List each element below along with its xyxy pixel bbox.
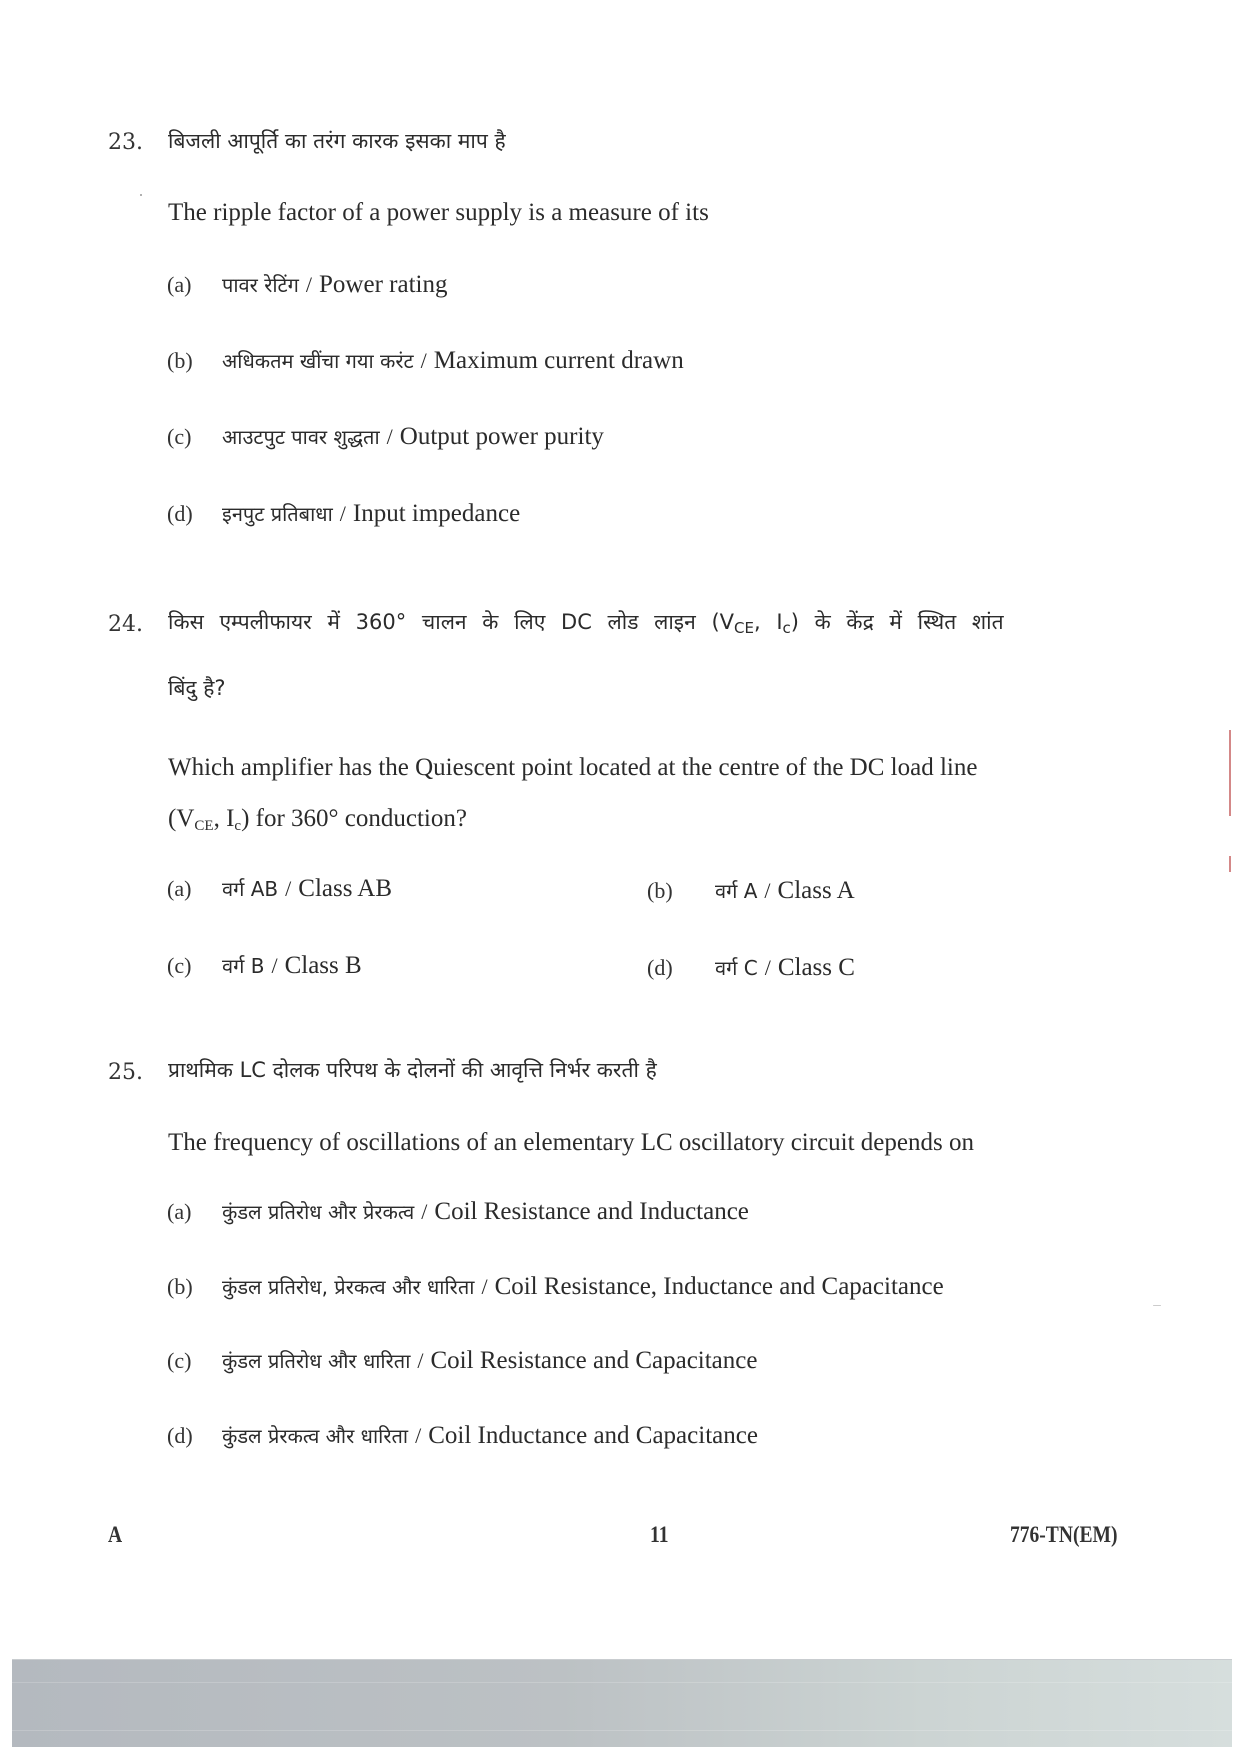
question-number: 25. (108, 1060, 143, 1085)
option-english: Class B (284, 952, 362, 979)
option-d-label: (d) (647, 955, 673, 980)
scan-speck (140, 194, 142, 196)
option-english: Coil Resistance and Capacitance (430, 1347, 758, 1374)
english-text: (V (168, 805, 195, 832)
question-text-english-line-1: Which amplifier has the Quiescent point located at the centre of the DC load line (168, 754, 978, 781)
option-english: Class A (777, 877, 855, 904)
option-english: Class AB (298, 875, 393, 902)
subscript: c (782, 619, 791, 637)
option-a-text (222, 876, 392, 901)
hindi-text: किस एम्पलीफायर में 360° चालन के लिए DC लोड लाइन (V (168, 610, 735, 634)
question-text-english-line-2 (168, 806, 467, 834)
option-c-label: (c) (167, 953, 192, 978)
separator: / (481, 1274, 488, 1299)
hindi-text: , I (753, 610, 783, 634)
page-number: 11 (650, 1522, 669, 1547)
question-number: 23. (108, 130, 143, 155)
option-english: Coil Resistance, Inductance and Capacitance (494, 1273, 944, 1300)
subscript: c (234, 818, 242, 834)
option-english: Output power purity (399, 423, 604, 450)
scan-edge-mark (1229, 856, 1231, 872)
question-text-hindi-line-2: बिंदु है? (168, 676, 226, 700)
option-a (167, 274, 191, 296)
separator: / (339, 501, 346, 526)
option-d-text (222, 501, 520, 526)
option-label: (d) (167, 501, 193, 526)
option-hindi: वर्ग A (715, 879, 758, 903)
option-c-text (222, 1348, 757, 1373)
scanner-bottom-band (12, 1659, 1232, 1747)
question-text-english: The frequency of oscillations of an elementary LC oscillatory circuit depends on (168, 1129, 974, 1156)
option-english: Coil Inductance and Capacitance (428, 1422, 758, 1449)
option-a-text (222, 272, 447, 297)
band-line (12, 1682, 1232, 1683)
option-c-text (222, 953, 362, 978)
separator: / (764, 878, 771, 903)
option-label: (c) (167, 424, 192, 449)
separator: / (285, 876, 292, 901)
english-text: , I (213, 805, 235, 832)
option-b-label: (b) (167, 1274, 193, 1299)
question-text-hindi-line-1 (168, 612, 1004, 636)
option-d-text (222, 1423, 758, 1448)
option-a-label: (a) (167, 1199, 192, 1224)
option-hindi: आउटपुट पावर शुद्धता (222, 425, 380, 449)
subscript: CE (194, 818, 214, 834)
question-text-english: The ripple factor of a power supply is a measure of its (168, 199, 709, 226)
question-number: 24. (108, 612, 143, 637)
scan-edge-mark (1229, 730, 1231, 816)
option-a-text (222, 1199, 749, 1224)
separator: / (305, 272, 313, 297)
scan-speck (1153, 1305, 1161, 1306)
option-b (167, 350, 193, 372)
option-hindi: अधिकतम खींचा गया करंट (222, 349, 414, 373)
option-c (167, 426, 191, 448)
option-english: Class C (777, 954, 855, 981)
option-hindi: इनपुट प्रतिबाधा (222, 502, 333, 526)
option-a-label: (a) (167, 876, 192, 901)
option-c-text (222, 424, 604, 449)
option-hindi: वर्ग C (715, 956, 758, 980)
option-hindi: कुंडल प्रतिरोध और धारिता (222, 1349, 411, 1373)
option-english: Power rating (319, 271, 448, 298)
option-label: (a) (167, 272, 192, 297)
hindi-text: ) के केंद्र में स्थित शांत (790, 610, 1004, 634)
booklet-series: A (108, 1522, 123, 1547)
option-label: (b) (167, 348, 193, 373)
option-hindi: वर्ग AB (222, 877, 279, 901)
question-text-hindi: बिजली आपूर्ति का तरंग कारक इसका माप है (168, 129, 506, 153)
subscript: CE (734, 619, 754, 637)
question-text-hindi: प्राथमिक LC दोलक परिपथ के दोलनों की आवृत्ति निर्भर करती है (168, 1058, 657, 1082)
option-b-label: (b) (647, 878, 673, 903)
band-line (12, 1730, 1232, 1731)
separator: / (421, 1199, 428, 1224)
english-text: ) for 360° conduction? (241, 805, 467, 832)
paper-code: 776-TN(EM) (1009, 1522, 1117, 1547)
option-c-label: (c) (167, 1348, 192, 1373)
option-hindi: कुंडल प्रतिरोध और प्रेरकत्व (222, 1200, 415, 1224)
separator: / (415, 1423, 422, 1448)
option-english: Input impedance (352, 500, 521, 527)
option-b-text (222, 1274, 944, 1299)
option-english: Coil Resistance and Inductance (434, 1198, 749, 1225)
option-hindi: कुंडल प्रतिरोध, प्रेरकत्व और धारिता (222, 1275, 475, 1299)
option-b-text (222, 348, 684, 373)
option-d-label: (d) (167, 1423, 193, 1448)
option-hindi: कुंडल प्रेरकत्व और धारिता (222, 1424, 409, 1448)
separator: / (764, 955, 771, 980)
option-d-text (715, 955, 855, 980)
option-english: Maximum current drawn (433, 347, 684, 374)
separator: / (420, 348, 427, 373)
separator: / (271, 953, 278, 978)
option-b-text (715, 878, 855, 903)
separator: / (417, 1348, 424, 1373)
option-hindi: वर्ग B (222, 954, 265, 978)
separator: / (386, 424, 393, 449)
option-d (167, 503, 193, 525)
option-hindi: पावर रेटिंग (222, 273, 299, 297)
